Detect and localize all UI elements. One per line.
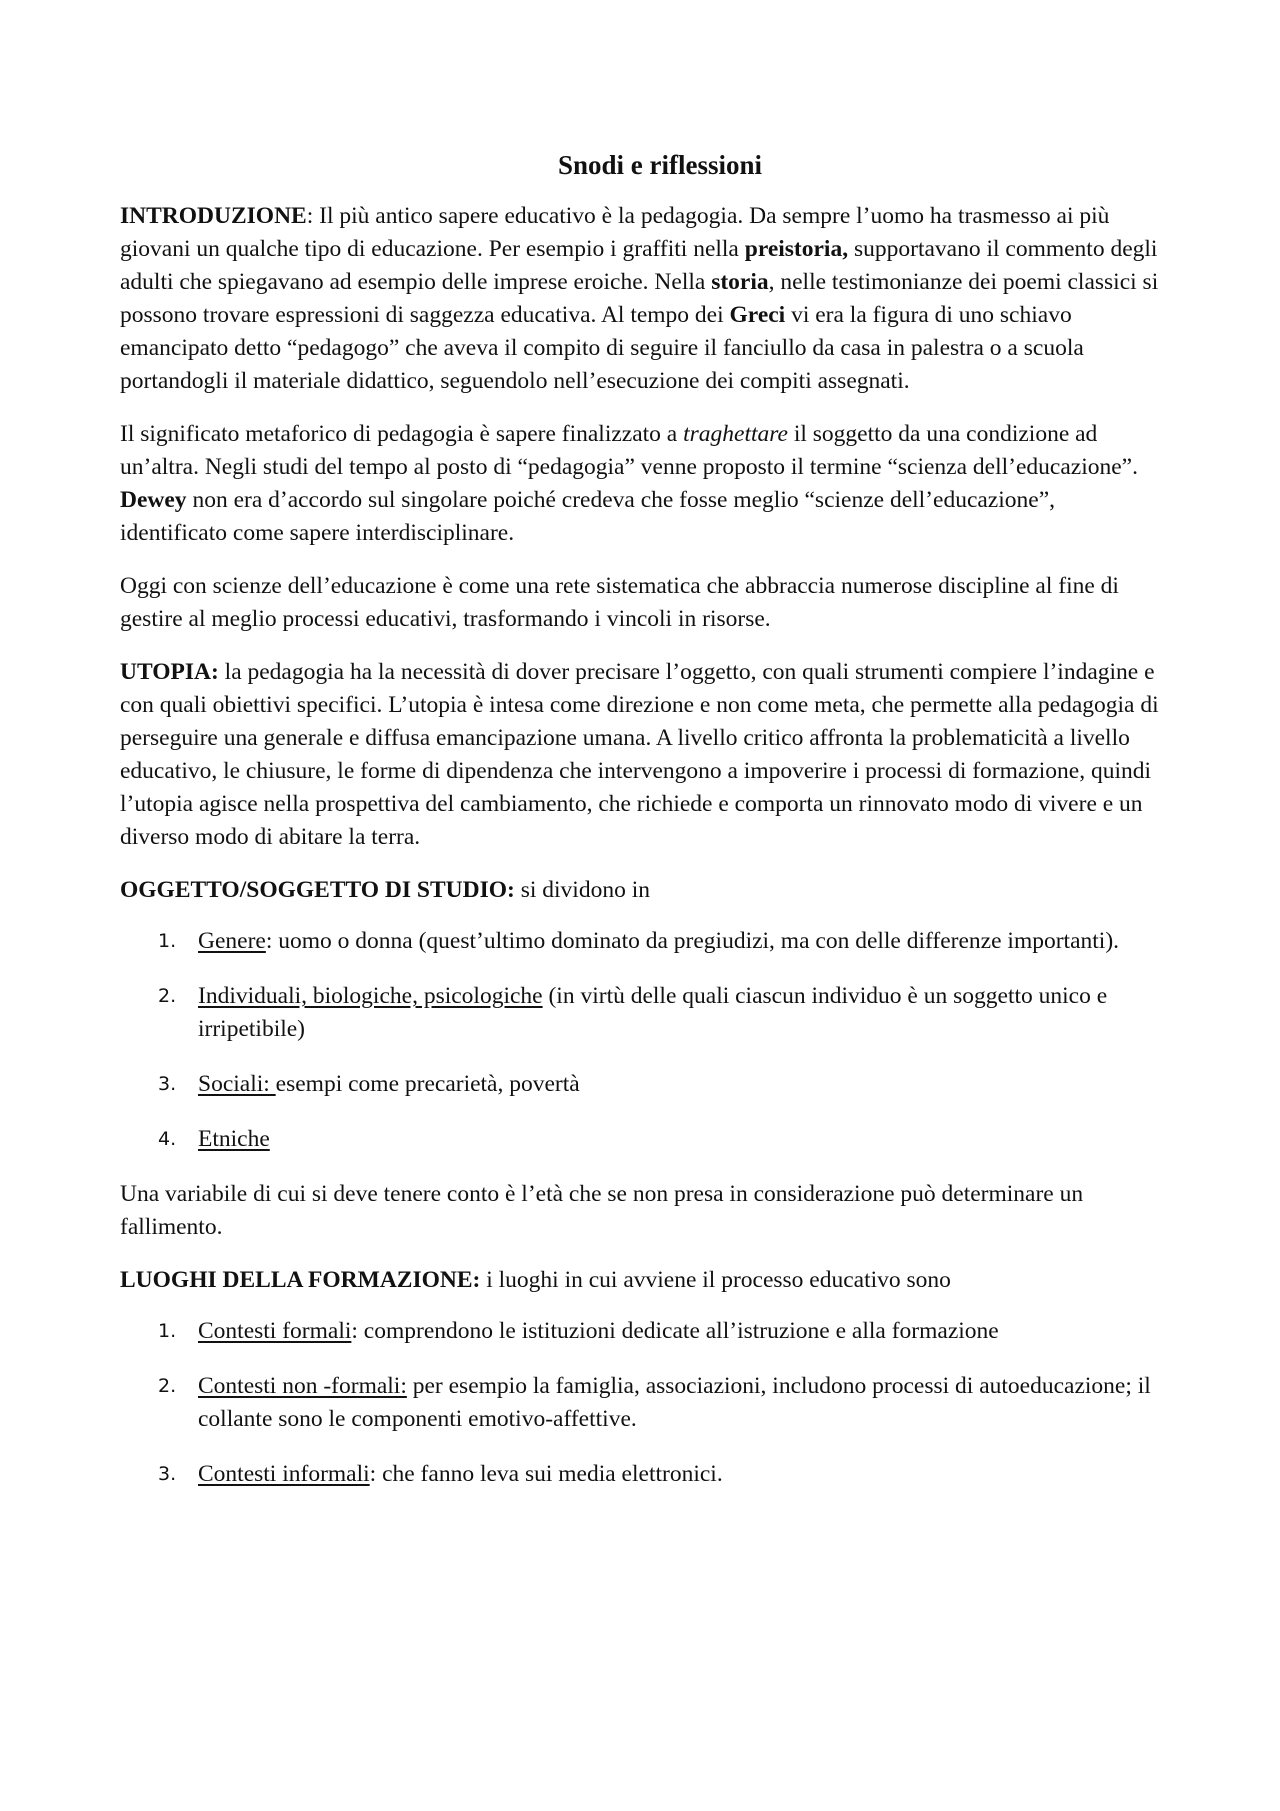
- oggetto-text: si dividono in: [514, 877, 650, 903]
- list-item-text: : che fanno leva sui media elettronici.: [369, 1461, 723, 1487]
- list-item-label: Etniche: [198, 1126, 270, 1152]
- para2-text-1: Il significato metaforico di pedagogia è sapere finalizzato a: [120, 421, 684, 447]
- list-number: 1.: [158, 1320, 177, 1342]
- list-item-text: per esempio la famiglia, associazioni, includono processi di autoeducazione; il collante sono le componenti emotivo-affettive.: [198, 1373, 1151, 1432]
- utopia-text: la pedagogia ha la necessità di dover precisare l’oggetto, con quali strumenti compiere l’indagine e con quali obiettivi specifici. L’utopia è intesa come direzione e non come meta, che permette alla pedagogia di perseguire una generale e diffusa emancipazione umana. A livello critico affronta la problematicità a livello educativo, le chiusure, le forme di dipendenza che intervengono a impoverire i processi di formazione, quindi l’utopia agisce nella prospettiva del cambiamento, che richiede e comporta un rinnovato modo di vivere e un diverso modo di abitare la terra.: [120, 659, 1159, 850]
- para2-bold-dewey: Dewey: [120, 487, 187, 513]
- list-item-label: Contesti non -formali:: [198, 1373, 407, 1399]
- scienze-paragraph: Oggi con scienze dell’educazione è come una rete sistematica che abbraccia numerose discipline al fine di gestire al meglio processi educativi, trasformando i vincoli in risorse.: [120, 573, 1119, 632]
- list-number: 2.: [158, 985, 177, 1007]
- list-item: [120, 1315, 1160, 1348]
- variabile-paragraph: Una variabile di cui si deve tenere conto è l’età che se non presa in considerazione può determinare un fallimento.: [120, 1181, 1084, 1240]
- document-page: [120, 148, 1160, 1513]
- list-item: [120, 1068, 1160, 1101]
- intro-text-2: supportavano il commento degli adulti che spiegavano ad esempio delle imprese eroiche. Nella: [120, 236, 1158, 295]
- para2-text-2: il soggetto da una condizione ad un’altra. Negli studi del tempo al posto di “pedagogia” venne proposto il termine “scienza dell’educazione”.: [120, 421, 1138, 480]
- document-title: Snodi e riflessioni: [557, 150, 763, 180]
- list-item-label: Individuali, biologiche, psicologiche: [198, 983, 543, 1009]
- intro-heading: INTRODUZIONE: [120, 203, 307, 229]
- intro-bold-storia: storia: [711, 269, 769, 295]
- list-item: [120, 1370, 1160, 1436]
- list-item-label: Sociali:: [198, 1071, 276, 1097]
- utopia-paragraph: [120, 656, 1160, 854]
- list-item: [120, 925, 1160, 958]
- oggetto-paragraph: [120, 874, 1160, 907]
- list-item-label: Contesti informali: [198, 1461, 370, 1487]
- list-number: 3.: [158, 1073, 177, 1095]
- intro-text-1: : Il più antico sapere educativo è la pedagogia. Da sempre l’uomo ha trasmesso ai più giovani un qualche tipo di educazione. Per esempio i graffiti nella: [120, 203, 1110, 262]
- list-item-text: esempi come precarietà, povertà: [275, 1071, 580, 1097]
- intro-paragraph: [120, 200, 1160, 398]
- luoghi-text: i luoghi in cui avviene il processo educativo sono: [480, 1267, 951, 1293]
- para2-italic-traghettare: traghettare: [683, 421, 788, 447]
- luoghi-heading: LUOGHI DELLA FORMAZIONE:: [120, 1267, 481, 1293]
- list-number: 2.: [158, 1375, 177, 1397]
- list-item-text: : comprendono le istituzioni dedicate all’istruzione e alla formazione: [351, 1318, 999, 1344]
- intro-text-4: vi era la figura di uno schiavo emancipato detto “pedagogo” che aveva il compito di seguire il fanciullo da casa in palestra o a scuola portandogli il materiale didattico, seguendolo nell’esecuzione dei compiti assegnati.: [120, 302, 1084, 394]
- list-number: 4.: [158, 1128, 177, 1150]
- list-item: [120, 1458, 1160, 1491]
- intro-text-3: , nelle testimonianze dei poemi classici si possono trovare espressioni di saggezza educativa. Al tempo dei: [120, 269, 1159, 328]
- pedagogia-paragraph: [120, 418, 1160, 550]
- luoghi-list: [120, 1315, 1160, 1491]
- list-item-label: Genere: [198, 928, 266, 954]
- intro-bold-preistoria: preistoria,: [744, 236, 849, 262]
- list-item-text: : uomo o donna (quest’ultimo dominato da pregiudizi, ma con delle differenze importanti).: [265, 928, 1120, 954]
- intro-bold-greci: Greci: [729, 302, 786, 328]
- para2-text-3: non era d’accordo sul singolare poiché credeva che fosse meglio “scienze dell’educazione”, identificato come sapere interdisciplinare.: [120, 487, 1055, 546]
- list-number: 3.: [158, 1463, 177, 1485]
- list-number: 1.: [158, 930, 177, 952]
- list-item-label: Contesti formali: [198, 1318, 352, 1344]
- list-item: [120, 980, 1160, 1046]
- list-item: [120, 1123, 1160, 1156]
- oggetto-heading: OGGETTO/SOGGETTO DI STUDIO:: [120, 877, 515, 903]
- luoghi-paragraph: [120, 1264, 1160, 1297]
- utopia-heading: UTOPIA:: [120, 659, 219, 685]
- oggetto-list: [120, 925, 1160, 1156]
- list-item-text: (in virtù delle quali ciascun individuo è un soggetto unico e irripetibile): [198, 983, 1108, 1042]
